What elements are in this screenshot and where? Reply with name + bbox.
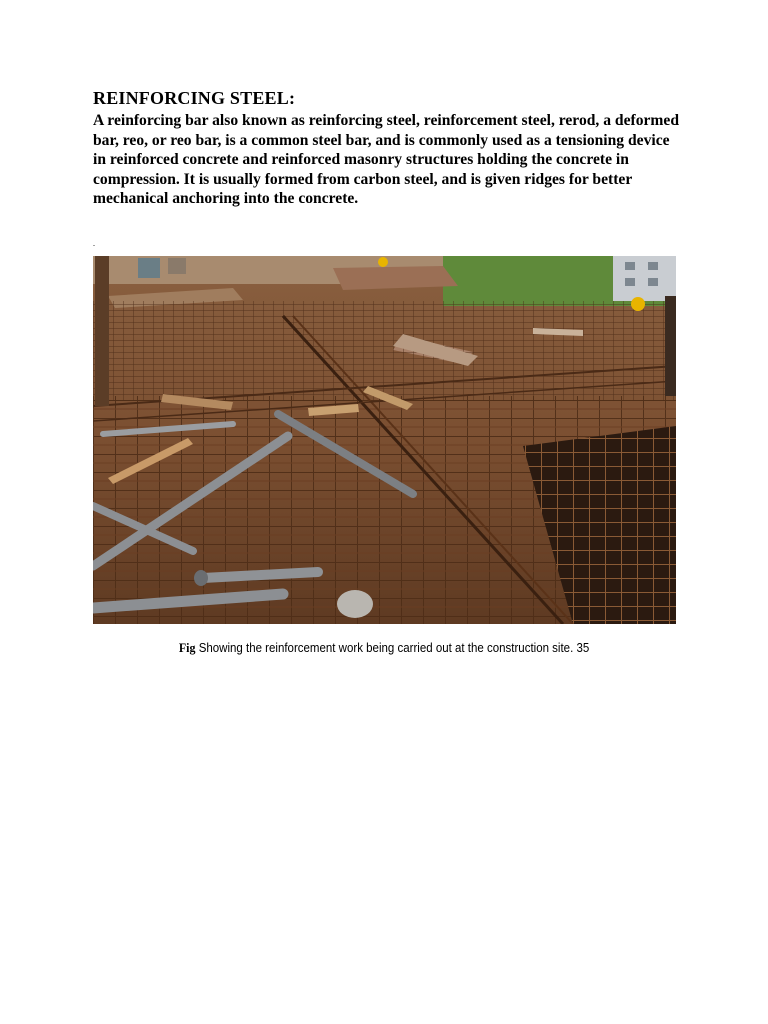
construction-site-photo [93,256,676,624]
stray-mark: . [93,239,95,248]
figure-label: Fig [178,640,196,655]
rebar-mesh-illustration [93,256,676,624]
body-paragraph: A reinforcing bar also known as reinforcing steel, reinforcement steel, rerod, a deformed bar, reo, or reo bar, is a common steel bar, and is commonly used as a tensioning device in reinforced concrete and reinforced masonry structures holding the concrete in compression. It is usually formed from carbon steel, and is given ridges for better mechanical anchoring into the concrete. [93,112,679,208]
section-heading: REINFORCING STEEL: [93,88,296,108]
figure-caption-text: Showing the reinforcement work being carried out at the construction site. 35 [195,641,590,655]
figure-caption [31,640,738,656]
